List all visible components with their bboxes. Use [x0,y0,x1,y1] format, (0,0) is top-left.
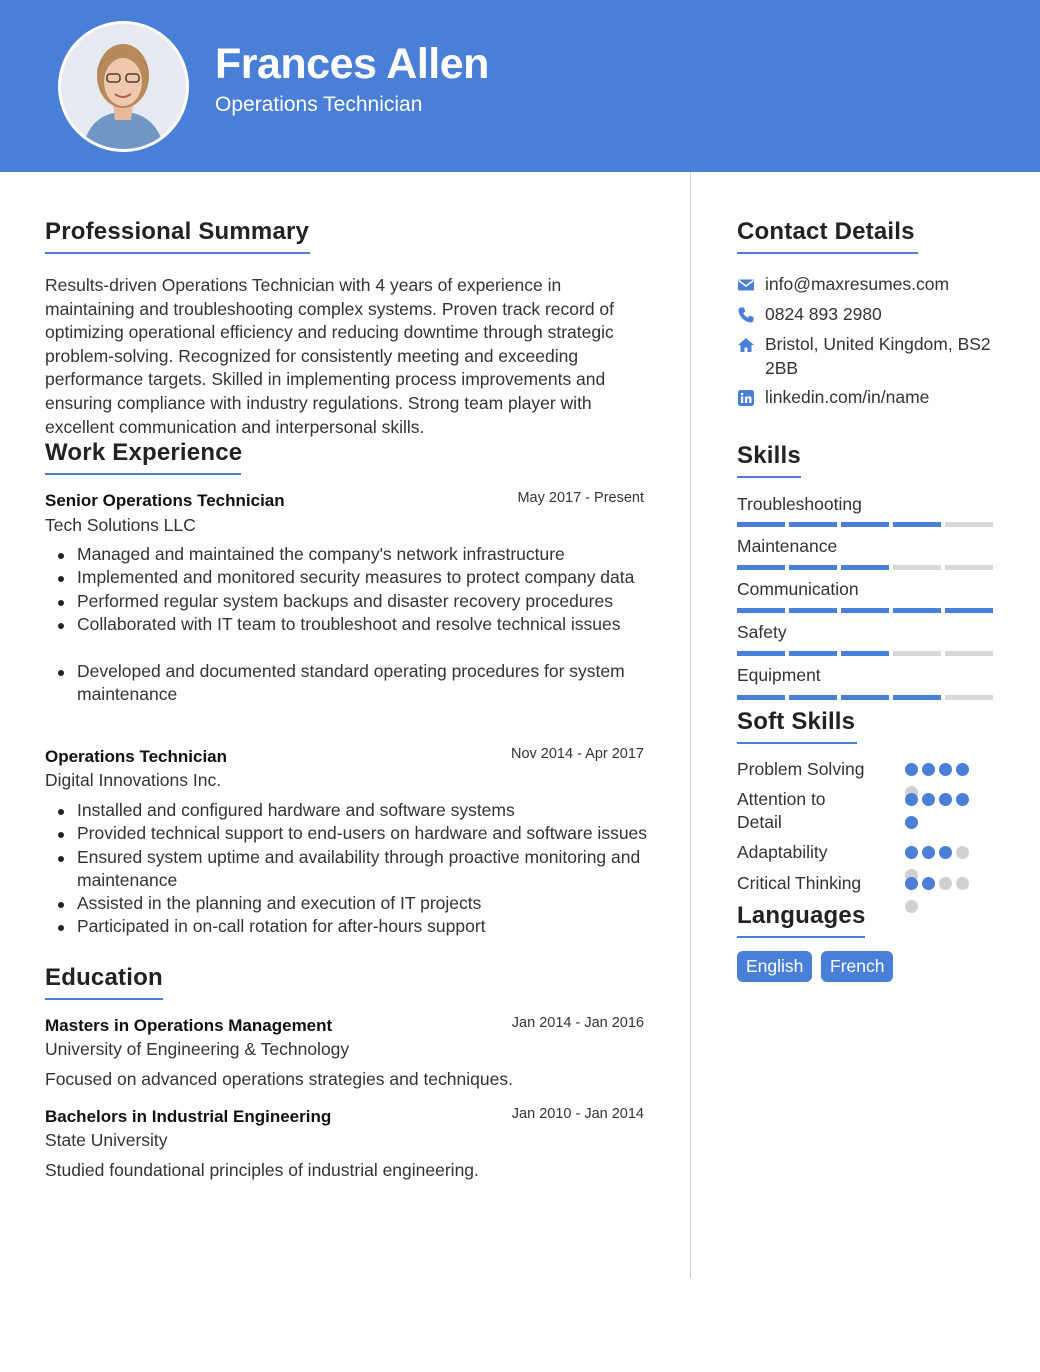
skill-segment [893,608,941,613]
rating-dot [922,793,935,806]
soft-skill-name: Critical Thinking [737,873,862,893]
rating-dot [922,877,935,890]
list-item: Collaborated with IT team to troubleshoot and resolve technical issues [45,613,655,636]
soft-skill-name: Adaptability [737,842,828,862]
skill-segment [945,651,993,656]
skill-level-bar [737,695,997,700]
rating-dot [905,816,918,829]
job-dates: May 2017 - Present [517,490,644,506]
skill-segment [789,565,837,570]
skill-name: Troubleshooting [737,494,862,514]
skill-segment [841,695,889,700]
rating-dot [956,763,969,776]
skill-segment [841,651,889,656]
contact-text: linkedin.com/in/name [765,387,930,407]
linkedin-icon [737,389,755,407]
education-description: Studied foundational principles of industrial engineering. [45,1160,479,1180]
home-icon [737,336,755,354]
contact-text: info@maxresumes.com [765,274,950,294]
list-item: Ensured system uptime and availability through proactive monitoring and maintenance [45,846,655,893]
skill-segment [841,608,889,613]
contact-phone[interactable] [737,303,882,327]
skill-segment [737,695,785,700]
rating-dot [939,763,952,776]
skill-level-bar [737,651,997,656]
job-title: Operations Technician [45,747,228,766]
soft-skill-rating [905,877,977,913]
degree-title: Masters in Operations Management [45,1016,333,1035]
job-title: Senior Operations Technician [45,491,285,510]
skill-segment [737,651,785,656]
language-chip: English [737,951,812,982]
skill-segment [789,522,837,527]
skill-segment [841,522,889,527]
education-description: Focused on advanced operations strategies and techniques. [45,1069,513,1089]
list-item: Installed and configured hardware and software systems [45,799,655,822]
list-item: Managed and maintained the company's network infrastructure [45,543,655,566]
summary-heading: Professional Summary [45,218,310,254]
contact-text: 0824 893 2980 [765,304,882,324]
rating-dot [905,846,918,859]
skill-segment [945,522,993,527]
contact-text: Bristol, United Kingdom, BS2 2BB [765,334,991,378]
contact-address [737,333,999,380]
job-dates: Nov 2014 - Apr 2017 [510,746,644,762]
rating-dot [956,846,969,859]
soft-skill-name: Attention to Detail [737,789,826,832]
languages-heading: Languages [737,902,865,938]
education-heading: Education [45,964,163,1000]
rating-dot [905,900,918,913]
skill-segment [893,522,941,527]
contact-heading: Contact Details [737,218,918,254]
experience-heading: Work Experience [45,439,241,475]
skill-segment [945,565,993,570]
rating-dot [922,763,935,776]
job-company: Digital Innovations Inc. [45,770,222,790]
school-name: State University [45,1130,168,1150]
skill-level-bar [737,522,997,527]
list-item: Developed and documented standard operating procedures for system maintenance [45,660,655,707]
skill-level-bar [737,608,997,613]
skill-segment [945,695,993,700]
skill-segment [893,651,941,656]
skill-segment [945,608,993,613]
rating-dot [939,793,952,806]
rating-dot [922,846,935,859]
skill-name: Communication [737,579,859,599]
degree-title: Bachelors in Industrial Engineering [45,1107,332,1126]
skill-name: Safety [737,622,787,642]
column-divider [690,172,691,1278]
skills-heading: Skills [737,442,801,478]
phone-icon [737,306,755,324]
language-chip: French [821,951,893,982]
job-bullets [45,543,655,707]
contact-email[interactable] [737,273,949,297]
rating-dot [939,877,952,890]
profile-photo [58,21,189,152]
list-item: Participated in on-call rotation for after-hours support [45,915,655,938]
candidate-name: Frances Allen [215,40,489,88]
soft-skill-name: Problem Solving [737,759,865,779]
summary-text: Results-driven Operations Technician with 4 years of experience in maintaining and troubleshooting complex systems. Proven track record of optimizing operational efficiency and reducing downtime through strategic problem-solving. Recognized for consistently meeting and exceeding performance targets. Skilled in implementing process improvements and ensuring compliance with industry regulations. Strong team player with excellent communication and interpersonal skills. [45,275,615,437]
person-photo-icon [61,24,186,149]
skill-level-bar [737,565,997,570]
skill-segment [737,608,785,613]
soft-skill-rating [905,793,977,829]
skill-segment [737,565,785,570]
rating-dot [956,793,969,806]
skill-segment [737,522,785,527]
envelope-icon [737,276,755,294]
contact-linkedin[interactable] [737,386,929,410]
list-item: Provided technical support to end-users on hardware and software issues [45,822,655,845]
skill-name: Equipment [737,665,821,685]
candidate-title: Operations Technician [215,93,423,116]
rating-dot [956,877,969,890]
rating-dot [905,763,918,776]
skill-name: Maintenance [737,536,838,556]
rating-dot [905,793,918,806]
skill-segment [841,565,889,570]
skill-segment [893,565,941,570]
job-company: Tech Solutions LLC [45,515,196,535]
education-dates: Jan 2010 - Jan 2014 [511,1106,644,1122]
education-dates: Jan 2014 - Jan 2016 [511,1015,644,1031]
skill-segment [789,608,837,613]
rating-dot [905,877,918,890]
list-item: Implemented and monitored security measures to protect company data [45,566,655,589]
rating-dot [939,846,952,859]
school-name: University of Engineering & Technology [45,1039,350,1059]
skill-segment [789,695,837,700]
soft-skills-heading: Soft Skills [737,708,857,744]
resume-header [0,0,1040,172]
skill-segment [893,695,941,700]
job-bullets [45,799,655,939]
list-item: Assisted in the planning and execution of IT projects [45,892,655,915]
skill-segment [789,651,837,656]
list-item: Performed regular system backups and disaster recovery procedures [45,590,655,613]
